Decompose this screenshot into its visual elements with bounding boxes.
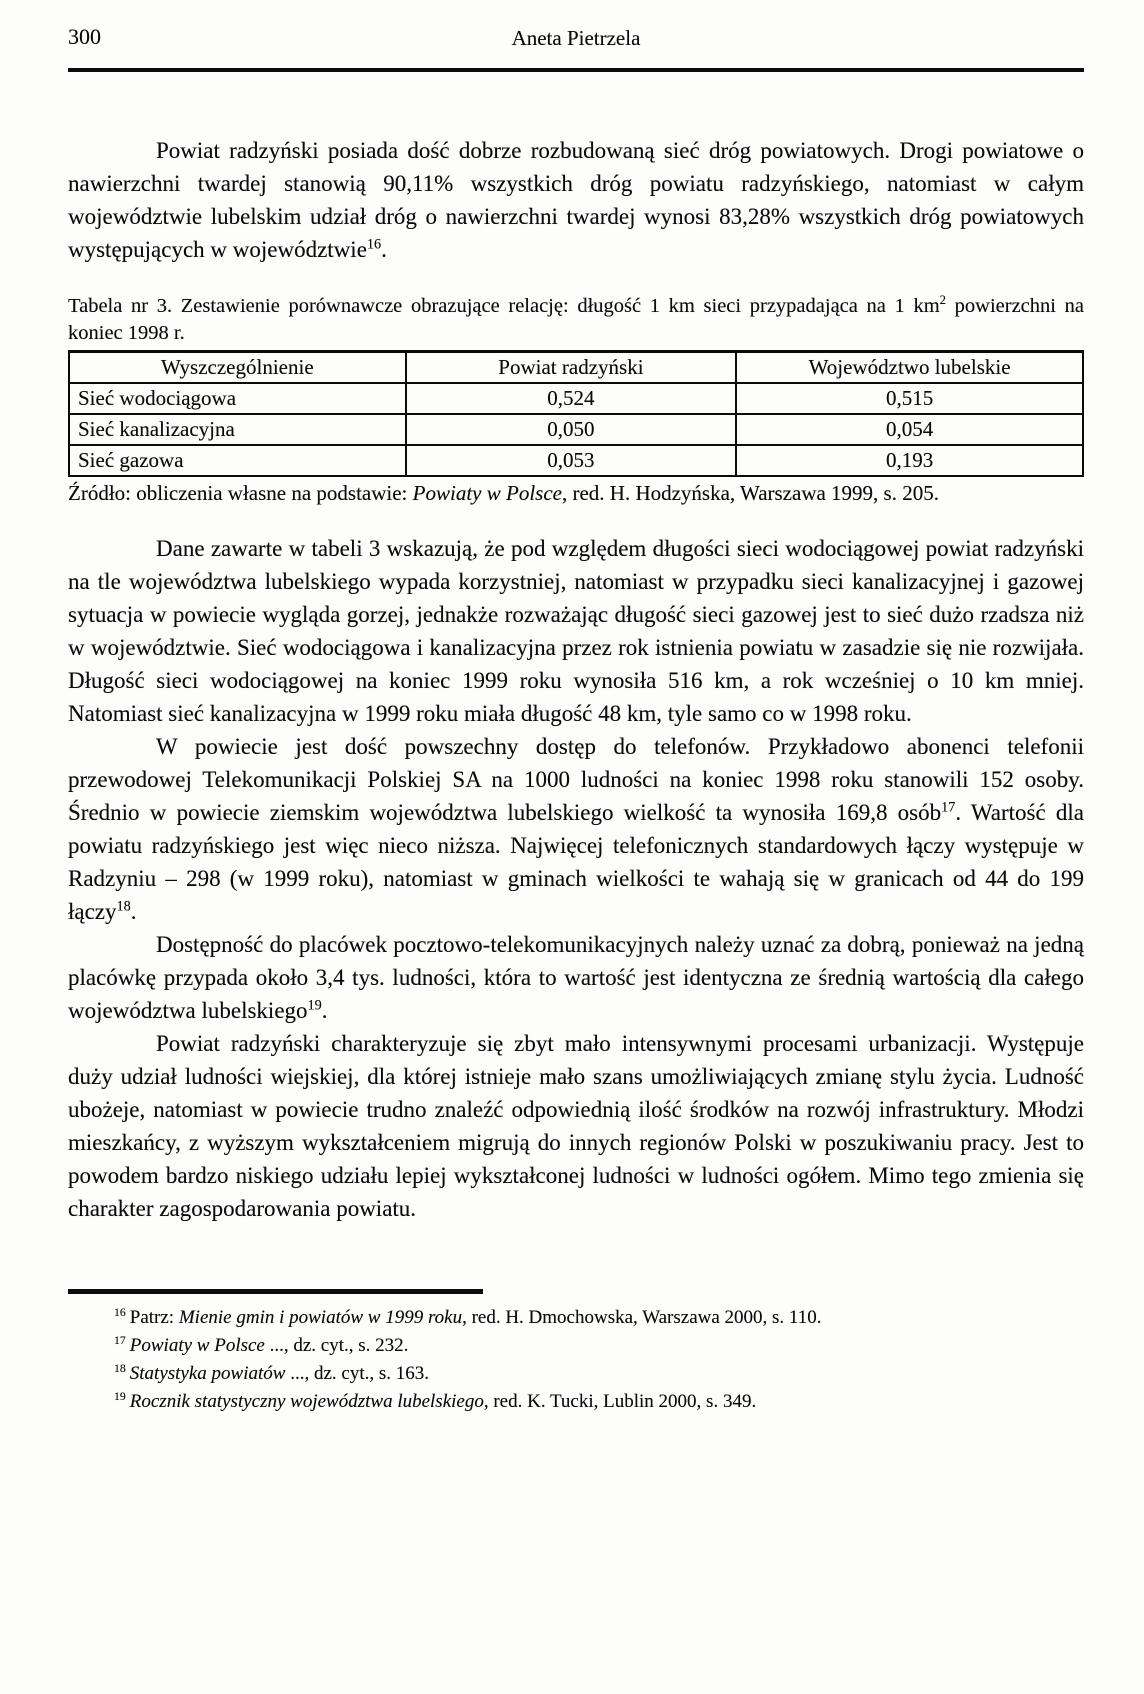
italic-text: Statystyka powiatów [129,1363,286,1384]
paragraph-post-offices [68,928,1084,1027]
table-cell: 0,050 [406,414,737,445]
superscript-ref: 16 [366,236,382,253]
table-cell: Sieć gazowa [69,445,406,476]
text-run: . [130,899,137,924]
text-run: Powiat radzyński posiada dość dobrze rozbudowaną sieć dróg powiatowych. Drogi powiatowe o nawierzchni twardej stanowią 90,11% wszystkich dróg powiatu radzyńskiego, natomiast w całym województwie lubelskim udział dróg o nawierzchni twardej wynosi 83,28% wszystkich dróg powiatowych występujących w województwie [68,138,1084,262]
footnote [68,1388,1084,1416]
footnote [68,1332,1084,1360]
text-run: , red. H. Dmochowska, Warszawa 2000, s. 110. [462,1307,822,1328]
text-run: powierzchni na koniec 1998 r. [68,295,1084,344]
footnote-number: 18 [114,1361,126,1375]
italic-text: Rocznik statystyczny województwa lubelskiego [129,1391,484,1412]
table-cell: 0,054 [736,414,1083,445]
table-cell: 0,193 [736,445,1083,476]
text-run: W powiecie jest dość powszechny dostęp do telefonów. Przykładowo abonenci telefonii przewodowej Telekomunikacji Polskiej SA na 1000 ludności na koniec 1998 roku stanowili 152 osoby. Średnio w powiecie ziemskim województwa lubelskiego wielkość ta wynosiła 169,8 osób [68,734,1084,825]
footnote-number: 17 [114,1333,126,1347]
superscript-ref: 17 [941,799,956,816]
text-run: Tabela nr 3. Zestawienie porównawcze obrazujące relację: długość 1 km sieci przypadająca na 1 km [68,295,940,317]
paragraph-roads [68,134,1084,266]
body-text-block [68,134,1084,266]
footnote-rule [68,1289,483,1294]
text-run: . [321,998,328,1023]
superscript-ref: 18 [116,898,131,915]
header-rule [68,68,1084,72]
table-header-row [69,352,1083,384]
text-run: ..., dz. cyt., s. 163. [285,1363,429,1384]
table-cell: Sieć wodociągowa [69,383,406,414]
text-run: , red. K. Tucki, Lublin 2000, s. 349. [483,1391,757,1412]
table-header-cell: Wyszczególnienie [69,352,406,384]
paragraph-urbanization [68,1027,1084,1225]
table-header-cell: Województwo lubelskie [736,352,1083,384]
author-name: Aneta Pietrzela [511,26,641,50]
table-body [69,383,1083,476]
page-header [68,24,1084,56]
body-text-block-2 [68,532,1084,1225]
footnote-number: 19 [114,1389,126,1403]
footnote [68,1304,1084,1332]
table-row [69,445,1083,476]
superscript-ref: 2 [939,293,946,308]
text-run: . Wartość dla powiatu radzyńskiego jest więc nieco niższa. Najwięcej telefonicznych standardowych łączy występuje w Radzyniu – 298 (w 1999 roku), natomiast w gminach wielkości te wahają się w granicach od 44 do 199 łączy [68,800,1085,924]
footnote [68,1360,1084,1388]
text-run: Źródło: obliczenia własne na podstawie: [68,481,413,505]
text-run: Patrz: [129,1307,179,1328]
italic-text: Mienie gmin i powiatów w 1999 roku [178,1307,463,1328]
text-run: Dostępność do placówek pocztowo-telekomunikacyjnych należy uznać za dobrą, ponieważ na jedną placówkę przypada około 3,4 tys. ludności, która to wartość jest identyczna ze średnią wartością dla całego województwa lubelskiego [68,932,1084,1023]
table-row [69,383,1083,414]
table-cell: Sieć kanalizacyjna [69,414,406,445]
paragraph-telephones [68,730,1084,928]
table-cell: 0,053 [406,445,737,476]
table-header-cell: Powiat radzyński [406,352,737,384]
italic-text: Powiaty w Polsce [412,481,562,505]
page-number: 300 [68,24,101,49]
text-run: Powiat radzyński charakteryzuje się zbyt mało intensywnymi procesami urbanizacji. Występuje duży udział ludności wiejskiej, dla której istnieje mało szans umożliwiających zmianę stylu życia. Ludność ubożeje, natomiast w powiecie trudno znaleźć odpowiednią ilość środków na rozwój infrastruktury. Młodzi mieszkańcy, z wyższym wykształceniem migrują do innych regionów Polski w poszukiwaniu pracy. Jest to powodem bardzo niskiego udziału lepiej wykształconej ludności w ludności ogółem. Mimo tego zmienia się charakter zagospodarowania powiatu. [68,1031,1084,1221]
table-source-note [68,479,1084,507]
comparison-table [68,350,1084,477]
text-run: , red. H. Hodzyńska, Warszawa 1999, s. 205. [561,481,939,505]
footnotes-section [68,1304,1084,1416]
text-run: ..., dz. cyt., s. 232. [264,1335,409,1356]
table-row [69,414,1083,445]
table-caption [68,293,1084,347]
table-cell: 0,524 [406,383,737,414]
paragraph-networks [68,532,1084,730]
text-run: Dane zawarte w tabeli 3 wskazują, że pod względem długości sieci wodociągowej powiat radzyński na tle województwa lubelskiego wypada korzystniej, natomiast w przypadku sieci kanalizacyjnej i gazowej sytuacja w powiecie wygląda gorzej, jednakże rozważając długość sieci gazowej jest to sieć dużo rzadsza niż w województwie. Sieć wodociągowa i kanalizacyjna przez rok istnienia powiatu w zasadzie się nie rozwijała. Długość sieci wodociągowej na koniec 1999 roku wynosiła 516 km, a rok wcześniej o 10 km mniej. Natomiast sieć kanalizacyjna w 1999 roku miała długość 48 km, tyle samo co w 1998 roku. [68,536,1084,726]
footnote-number: 16 [114,1305,126,1319]
text-run: . [381,237,387,262]
superscript-ref: 19 [307,997,322,1014]
table-cell: 0,515 [736,383,1083,414]
italic-text: Powiaty w Polsce [129,1335,265,1356]
